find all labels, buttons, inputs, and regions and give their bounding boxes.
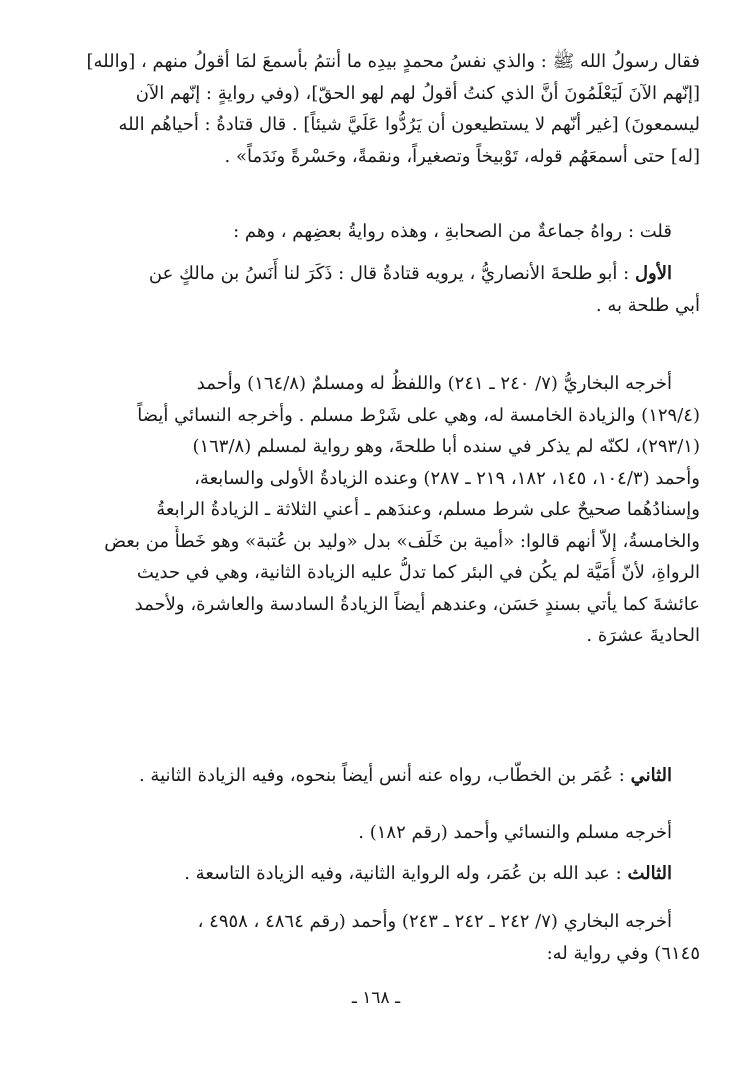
text-line: (١٢٩/٤) والزيادة الخامسة له، وهي على شَرْط مسلم . وأخرجه النسائي أيضاً: [137, 404, 700, 426]
first-narrator-paragraph: [56, 258, 700, 321]
text-line: وإسنادُهُما صحيحٌ على شرط مسلم، وعندَهم ـ أعني الثلاثة ـ الزيادةُ الرابعةُ: [156, 499, 700, 520]
text-line: [له] حتى أسمعَهُم قوله، تَوْبيخاً وتصغيراً، ونقمةً، وحَسْرةً ونَدَماً» .: [224, 145, 700, 167]
second-narrator-text: : عُمَر بن الخطّاب، رواه عنه أنس أيضاً بنحوه، وفيه الزيادة الثانية .: [138, 765, 631, 786]
text-line: أبي طلحة به .: [595, 294, 700, 316]
text-line: الرواةِ، لأنّ أُمَيَّة لم يكُن في البئر كما تدلُّ عليه الزيادة الثانية، وهي في حديث: [136, 562, 700, 583]
first-narrator-label: الأول: [634, 263, 672, 284]
takhrij-paragraph-1: [56, 368, 700, 652]
text-line: ليسمعونَ) [غير أنّهم لا يستطيعون أن يَرُدُّوا عَلَيَّ شيئاً] . قال قتادةُ : أحياهُم الله: [118, 114, 700, 135]
author-note: [56, 216, 700, 248]
second-narrator-line: [56, 760, 700, 792]
text-line: أخرجه البخاريُّ (٧/ ٢٤٠ ـ ٢٤١) واللفظُ له ومسلمٌ (١٦٤/٨) وأحمد: [196, 373, 672, 394]
text-line: عائشةَ كما يأتي بسندٍ حَسَن، وعندهم أيضاً الزيادةُ السادسة والعاشرة، ولأحمد: [134, 593, 700, 615]
text-line: وأحمد (١٠٤/٣، ١٤٥، ١٨٢، ٢١٩ ـ ٢٨٧) وعنده الزيادةُ الأولى والسابعة،: [194, 467, 700, 489]
note-text: قلت : رواهُ جماعةٌ من الصحابةِ ، وهذه روايةُ بعضِهم ، وهم :: [233, 221, 672, 242]
text-line: أخرجه البخاري (٧/ ٢٤٢ ـ ٢٤٢ ـ ٢٤٣) وأحمد (رقم ٤٨٦٤ ، ٤٩٥٨ ،: [197, 911, 672, 932]
second-narrator-paragraph: [56, 760, 700, 792]
takhrij-paragraph-3: [56, 906, 700, 969]
text-line: ٦١٤٥) وفي رواية له:: [546, 942, 700, 964]
text-line: أخرجه مسلم والنسائي وأحمد (رقم ١٨٢) .: [358, 822, 672, 843]
third-narrator-text: : عبد الله بن عُمَر، وله الرواية الثانية، وفيه الزيادة التاسعة .: [184, 863, 628, 884]
second-narrator-label: الثاني: [630, 765, 672, 786]
text-line: والخامسةُ، إلاّ أنهم قالوا: «أمية بن خَلَف» بدل «وليد بن عُتبة» وهو خَطأٌ من بعض: [104, 530, 700, 552]
first-narrator-text: : أبو طلحةَ الأنصاريُّ ، يرويه قتادةُ قال : ذَكَرَ لنا أَنَسُ بن مالكٍ عن: [148, 263, 635, 284]
text-line: [إنّهم الآنَ لَيَعْلَمُونَ أنَّ الذي كنتُ أقولُ لهم لهو الحقّ]، (وفي روايةٍ : إنّهم الآن: [135, 82, 700, 104]
takhrij-paragraph-2: [56, 817, 700, 849]
text-line: فقال رسولُ الله ﷺ : والذي نفسُ محمدٍ بيدِه ما أنتمُ بأسمعَ لمَا أقولُ منهم ، [والله]: [86, 51, 700, 72]
hadith-text-block: [56, 46, 700, 172]
first-narrator-line: [56, 258, 700, 290]
text-line: الحاديةَ عشرَة .: [586, 625, 700, 646]
third-narrator-line: [56, 858, 700, 890]
third-narrator-label: الثالث: [627, 863, 672, 884]
page-number: ـ ١٦٨ ـ: [351, 988, 401, 1008]
third-narrator-paragraph: [56, 858, 700, 890]
text-line: (٢٩٣/١)، لكنّه لم يذكر في سنده أبا طلحةَ، وهو رواية لمسلم (١٦٣/٨): [192, 436, 700, 457]
